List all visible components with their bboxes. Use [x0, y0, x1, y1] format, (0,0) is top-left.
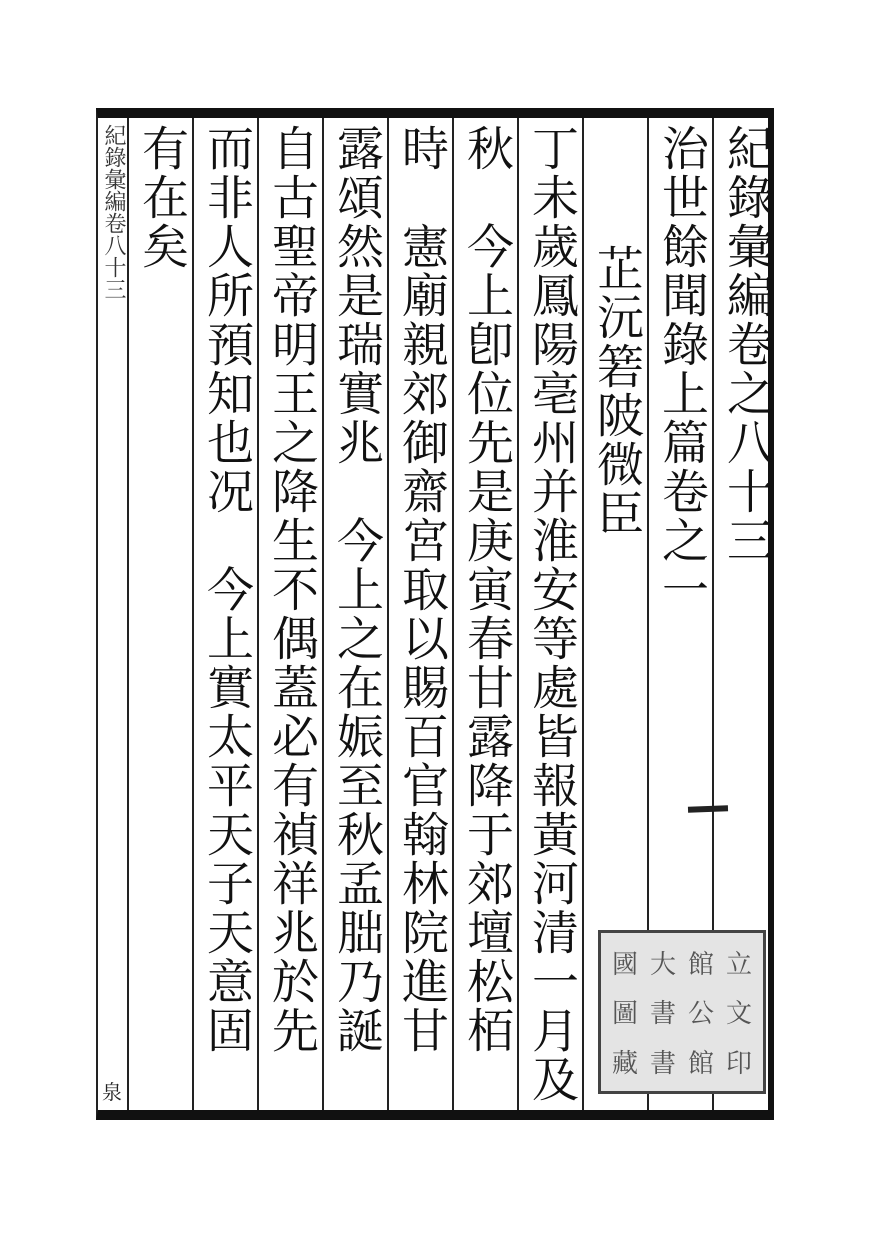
- gutter-title: 紀錄彙編卷八十三: [101, 124, 126, 300]
- seal-char: 藏: [611, 1048, 638, 1079]
- text-column-5: 自古聖帝明王之降生不偶蓋必有禎祥兆於先: [264, 124, 319, 1055]
- seal-char: 館: [687, 950, 714, 981]
- column-rule: [192, 118, 194, 1110]
- text-column-2: 秋 今上卽位先是庚寅春甘露降于郊壇松栢: [459, 124, 514, 1055]
- seal-char: 館: [687, 1048, 714, 1079]
- seal-char: 大: [649, 950, 676, 981]
- seal-char: 圖: [611, 999, 638, 1030]
- text-column-1: 丁未歲鳳陽亳州并淮安等處皆報黃河清一月及: [524, 124, 579, 1104]
- seal-char: 國: [611, 950, 638, 981]
- column-rule: [517, 118, 519, 1110]
- seal-char: 書: [649, 999, 676, 1030]
- collection-title: 紀錄彙編卷之八十三: [719, 124, 774, 565]
- book-title: 治世餘聞錄上篇卷之一: [654, 124, 709, 614]
- seal-char: 公: [687, 999, 714, 1030]
- gutter-mark: 泉: [102, 1080, 122, 1104]
- text-column-6: 而非人所預知也况 今上實太平天子天意固: [199, 124, 254, 1055]
- text-column-7: 有在矣: [134, 124, 189, 271]
- seal-char: 文: [725, 999, 752, 1030]
- text-column-3: 時 憲廟親郊御齋宮取以賜百官翰林院進甘: [394, 124, 449, 1055]
- seal-char: 立: [725, 950, 752, 981]
- seal-char: 書: [649, 1048, 676, 1079]
- author-line: 芷沅箬陂微臣: [589, 244, 644, 538]
- column-rule: [582, 118, 584, 1110]
- column-rule: [257, 118, 259, 1110]
- seal-char: 印: [725, 1048, 752, 1079]
- column-rule: [322, 118, 324, 1110]
- column-rule: [387, 118, 389, 1110]
- text-column-4: 露頌然是瑞實兆 今上之在娠至秋孟朏乃誕: [329, 124, 384, 1055]
- library-seal: [598, 930, 766, 1094]
- column-rule: [452, 118, 454, 1110]
